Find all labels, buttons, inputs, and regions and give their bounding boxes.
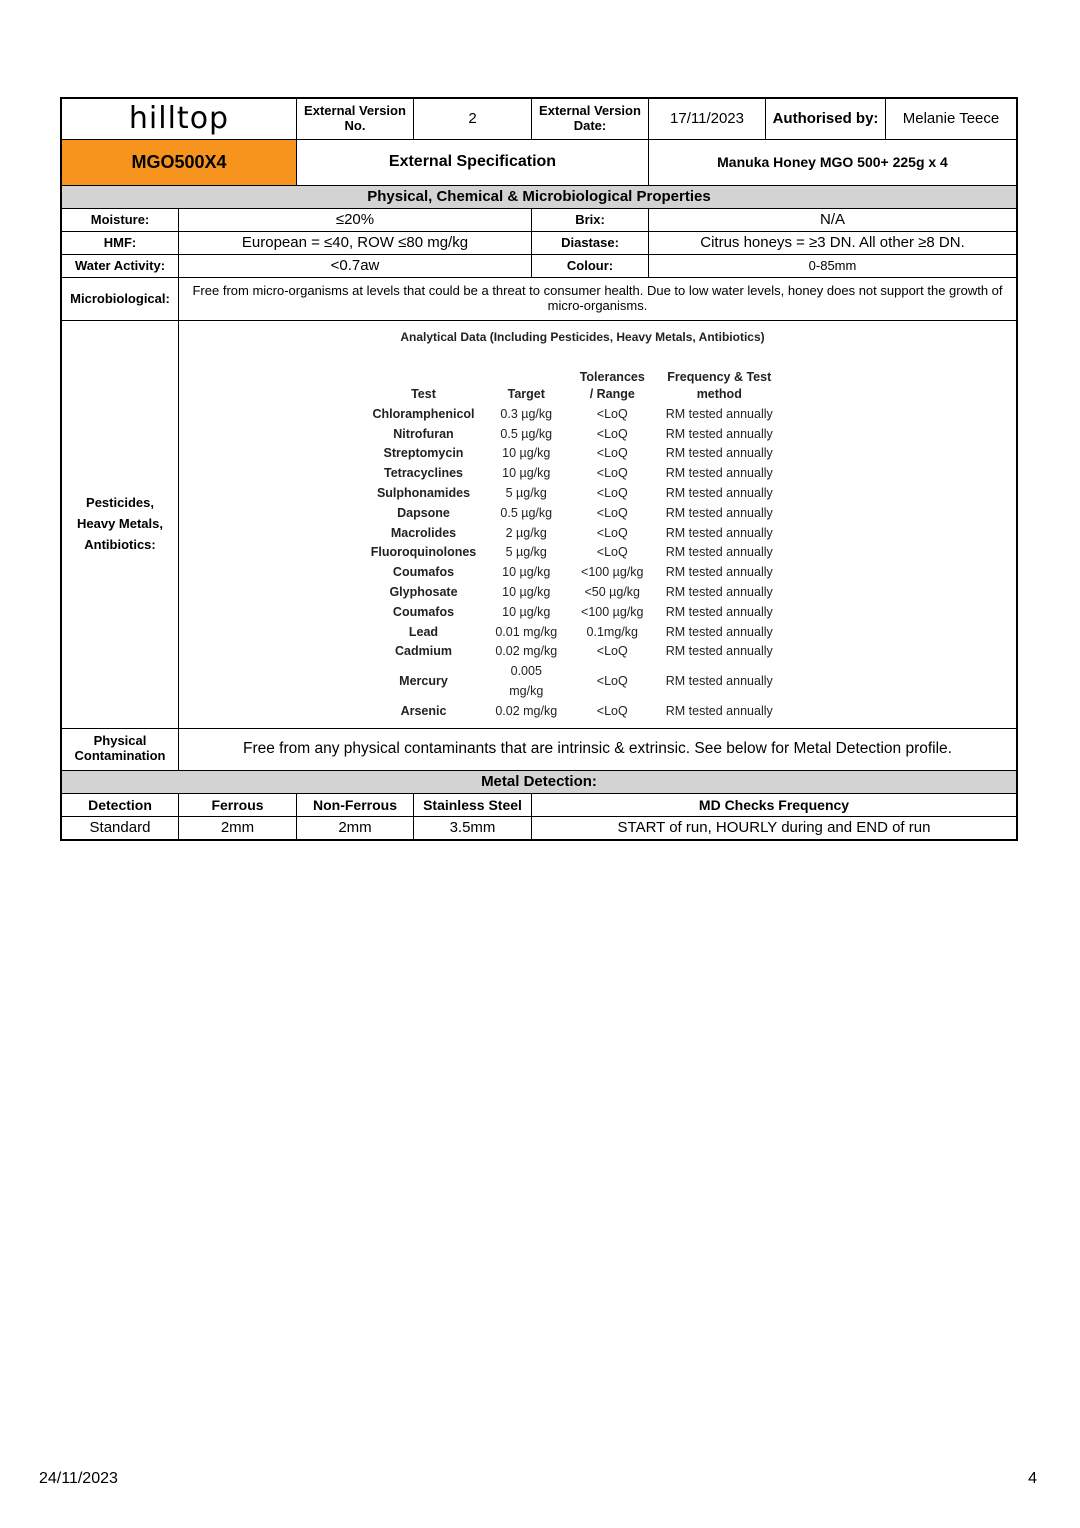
metal-value-detection: Standard bbox=[62, 816, 179, 839]
an-target: 2 µg/kg bbox=[505, 525, 547, 540]
hmf-label: HMF: bbox=[62, 232, 179, 255]
metal-header-stainless: Stainless Steel bbox=[414, 793, 532, 816]
an-test: Arsenic bbox=[400, 703, 447, 718]
hilltop-logo: hilltop bbox=[128, 100, 230, 136]
an-test: Coumafos bbox=[392, 604, 455, 619]
an-target: 0.02 mg/kg bbox=[495, 644, 558, 659]
an-frequency: RM tested annually bbox=[665, 525, 773, 540]
metal-value-ferrous: 2mm bbox=[179, 816, 297, 839]
water-value: <0.7aw bbox=[179, 255, 532, 278]
an-tolerance: <LoQ bbox=[596, 505, 628, 520]
moisture-label: Moisture: bbox=[62, 209, 179, 232]
metal-header-frequency: MD Checks Frequency bbox=[532, 793, 1017, 816]
an-target: 10 µg/kg bbox=[502, 466, 551, 481]
analytical-row bbox=[363, 662, 783, 702]
analytical-row bbox=[363, 642, 783, 662]
an-test: Glyphosate bbox=[389, 584, 458, 599]
an-test: Streptomycin bbox=[383, 446, 464, 461]
ext-version-label: External Version No. bbox=[297, 99, 414, 140]
metal-value-frequency: START of run, HOURLY during and END of run bbox=[532, 816, 1017, 839]
an-target: 0.3 µg/kg bbox=[500, 406, 553, 421]
logo-cell bbox=[62, 99, 297, 140]
metal-value-non-ferrous: 2mm bbox=[297, 816, 414, 839]
pesticides-label: Pesticides, Heavy Metals, Antibiotics: bbox=[62, 321, 179, 729]
hmf-row bbox=[62, 232, 1017, 255]
an-test: Dapsone bbox=[397, 505, 450, 520]
an-target: 10 µg/kg bbox=[502, 446, 551, 461]
an-frequency: RM tested annually bbox=[665, 485, 773, 500]
an-test: Lead bbox=[408, 624, 439, 639]
header-row bbox=[62, 99, 1017, 140]
footer-date: 24/11/2023 bbox=[39, 1470, 118, 1487]
an-header-test: Test bbox=[411, 386, 436, 401]
an-test: Fluoroquinolones bbox=[370, 545, 477, 560]
diastase-label: Diastase: bbox=[532, 232, 649, 255]
an-frequency: RM tested annually bbox=[665, 505, 773, 520]
metal-values-row bbox=[62, 816, 1017, 839]
analytical-row bbox=[363, 484, 783, 504]
an-target: 0.5 µg/kg bbox=[500, 426, 553, 441]
an-target: 10 µg/kg bbox=[502, 584, 551, 599]
authorised-label: Authorised by: bbox=[766, 99, 886, 140]
an-target: 0.01 mg/kg bbox=[495, 624, 558, 639]
authorised-value: Melanie Teece bbox=[886, 99, 1017, 140]
specification-sheet bbox=[60, 97, 1018, 841]
product-row bbox=[62, 140, 1017, 186]
doc-type: External Specification bbox=[297, 140, 649, 186]
footer-page-number: 4 bbox=[1028, 1470, 1037, 1487]
an-tolerance: <LoQ bbox=[596, 466, 628, 481]
an-frequency: RM tested annually bbox=[665, 466, 773, 481]
metal-header-detection: Detection bbox=[62, 793, 179, 816]
an-tolerance: <LoQ bbox=[596, 446, 628, 461]
an-test: Chloramphenicol bbox=[372, 406, 475, 421]
an-test: Coumafos bbox=[392, 565, 455, 580]
analytical-row bbox=[363, 623, 783, 643]
an-frequency: RM tested annually bbox=[665, 565, 773, 580]
colour-value: 0-85mm bbox=[649, 255, 1017, 278]
an-target: 10 µg/kg bbox=[502, 604, 551, 619]
analytical-row bbox=[363, 702, 783, 722]
metal-header-ferrous: Ferrous bbox=[179, 793, 297, 816]
product-name: Manuka Honey MGO 500+ 225g x 4 bbox=[649, 140, 1017, 186]
analytical-row bbox=[363, 464, 783, 484]
micro-value: Free from micro-organisms at levels that could be a threat to consumer health. Due to low water levels, honey does not support the growth of micro-organisms. bbox=[179, 278, 1017, 321]
an-header-tolerances: Tolerances / Range bbox=[579, 369, 645, 401]
analytical-row bbox=[363, 425, 783, 445]
an-frequency: RM tested annually bbox=[665, 674, 773, 689]
an-frequency: RM tested annually bbox=[665, 406, 773, 421]
analytical-row bbox=[363, 524, 783, 544]
an-tolerance: <LoQ bbox=[596, 674, 628, 689]
an-tolerance: <LoQ bbox=[596, 644, 628, 659]
an-frequency: RM tested annually bbox=[665, 624, 773, 639]
brix-label: Brix: bbox=[532, 209, 649, 232]
an-test: Mercury bbox=[399, 674, 448, 689]
physical-row bbox=[62, 728, 1017, 770]
an-target: 0.005 mg/kg bbox=[509, 664, 544, 698]
analytical-row bbox=[363, 543, 783, 563]
an-test: Nitrofuran bbox=[393, 426, 454, 441]
analytical-row bbox=[363, 563, 783, 583]
an-frequency: RM tested annually bbox=[665, 644, 773, 659]
an-test: Tetracyclines bbox=[384, 466, 463, 481]
brix-value: N/A bbox=[649, 209, 1017, 232]
ext-date-label: External Version Date: bbox=[532, 99, 649, 140]
product-code: MGO500X4 bbox=[62, 140, 297, 186]
an-header-target: Target bbox=[507, 386, 545, 401]
an-frequency: RM tested annually bbox=[665, 703, 773, 718]
micro-row bbox=[62, 278, 1017, 321]
diastase-value: Citrus honeys = ≥3 DN. All other ≥8 DN. bbox=[649, 232, 1017, 255]
an-target: 10 µg/kg bbox=[502, 565, 551, 580]
hmf-value: European = ≤40, ROW ≤80 mg/kg bbox=[179, 232, 532, 255]
an-target: 5 µg/kg bbox=[505, 485, 547, 500]
analytical-row bbox=[363, 444, 783, 464]
an-target: 0.02 mg/kg bbox=[495, 703, 558, 718]
analytical-table bbox=[363, 369, 783, 722]
ext-date-value: 17/11/2023 bbox=[649, 99, 766, 140]
metal-section-title: Metal Detection: bbox=[62, 770, 1017, 793]
water-label: Water Activity: bbox=[62, 255, 179, 278]
water-row bbox=[62, 255, 1017, 278]
metal-header-row bbox=[62, 793, 1017, 816]
an-frequency: RM tested annually bbox=[665, 446, 773, 461]
an-test: Sulphonamides bbox=[376, 485, 471, 500]
metal-value-stainless: 3.5mm bbox=[414, 816, 532, 839]
pesticides-row bbox=[62, 321, 1017, 729]
an-frequency: RM tested annually bbox=[665, 584, 773, 599]
analytical-row bbox=[363, 583, 783, 603]
analytical-row bbox=[363, 603, 783, 623]
metal-header-non-ferrous: Non-Ferrous bbox=[297, 793, 414, 816]
an-tolerance: <LoQ bbox=[596, 485, 628, 500]
analytical-data-cell bbox=[179, 321, 1017, 729]
analytical-title: Analytical Data (Including Pesticides, Heavy Metals, Antibiotics) bbox=[400, 330, 765, 344]
spec-table bbox=[61, 98, 1017, 840]
properties-section-title: Physical, Chemical & Microbiological Properties bbox=[62, 186, 1017, 209]
an-frequency: RM tested annually bbox=[665, 545, 773, 560]
analytical-row bbox=[363, 504, 783, 524]
physical-label: Physical Contamination bbox=[62, 728, 179, 770]
an-frequency: RM tested annually bbox=[665, 604, 773, 619]
physical-value: Free from any physical contaminants that are intrinsic & extrinsic. See below for Metal Detection profile. bbox=[179, 728, 1017, 770]
an-tolerance: <LoQ bbox=[596, 525, 628, 540]
an-tolerance: <LoQ bbox=[596, 545, 628, 560]
an-header-frequency: Frequency & Test method bbox=[667, 369, 772, 401]
an-target: 0.5 µg/kg bbox=[500, 505, 553, 520]
colour-label: Colour: bbox=[532, 255, 649, 278]
an-test: Macrolides bbox=[390, 525, 457, 540]
ext-version-value: 2 bbox=[414, 99, 532, 140]
an-tolerance: <100 µg/kg bbox=[581, 604, 644, 619]
an-tolerance: <LoQ bbox=[596, 703, 628, 718]
moisture-value: ≤20% bbox=[179, 209, 532, 232]
an-target: 5 µg/kg bbox=[505, 545, 547, 560]
analytical-row bbox=[363, 405, 783, 425]
an-tolerance: <LoQ bbox=[596, 426, 628, 441]
moisture-row bbox=[62, 209, 1017, 232]
an-frequency: RM tested annually bbox=[665, 426, 773, 441]
an-tolerance: <50 µg/kg bbox=[584, 584, 641, 599]
an-test: Cadmium bbox=[395, 644, 452, 659]
an-tolerance: <100 µg/kg bbox=[581, 565, 644, 580]
an-tolerance: <LoQ bbox=[596, 406, 628, 421]
an-tolerance: 0.1mg/kg bbox=[586, 624, 638, 639]
micro-label: Microbiological: bbox=[62, 278, 179, 321]
